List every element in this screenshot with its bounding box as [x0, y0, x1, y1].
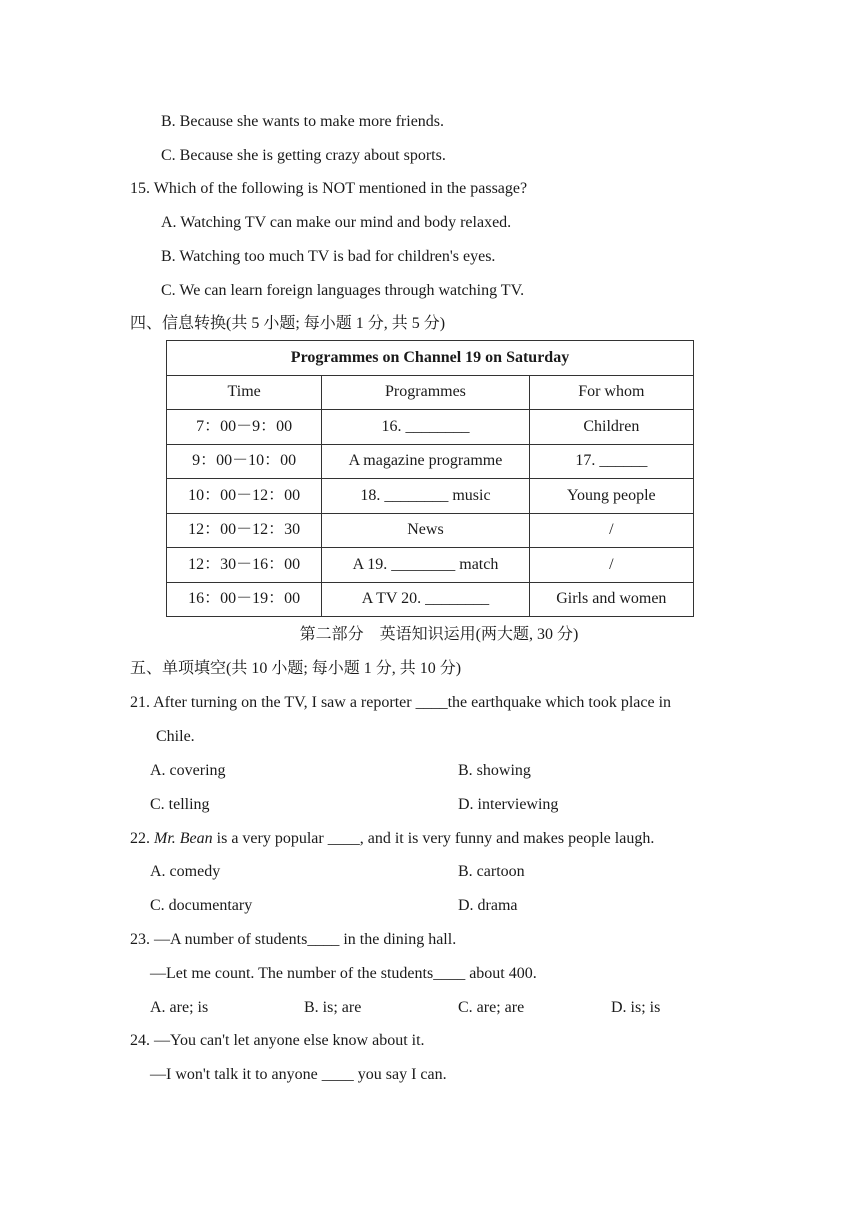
table-cell: /: [529, 548, 693, 583]
option-23b: B. is; are: [304, 999, 362, 1016]
option-21c: C. telling: [150, 796, 210, 813]
question-24-line-1: 24. —You can't let anyone else know about it.: [130, 1032, 425, 1049]
question-text: is a very popular ____, and it is very funny and makes people laugh.: [212, 830, 655, 847]
table-cell: Young people: [529, 479, 693, 514]
option-23d: D. is; is: [611, 999, 661, 1016]
table-cell: 17. ______: [529, 444, 693, 479]
table-cell: 7：00－9：00: [167, 410, 322, 445]
table-row: [167, 479, 694, 514]
option-15c: C. We can learn foreign languages through watching TV.: [161, 282, 525, 299]
table-row: [167, 513, 694, 548]
table-cell: Children: [529, 410, 693, 445]
table-cell: A TV 20. ________: [322, 582, 529, 617]
table-header-row: [167, 375, 694, 410]
table-row: [167, 444, 694, 479]
option-14b: B. Because she wants to make more friends.: [161, 113, 445, 130]
question-15: 15. Which of the following is NOT mentioned in the passage?: [130, 180, 528, 197]
table-cell: Girls and women: [529, 582, 693, 617]
question-21-line-1: 21. After turning on the TV, I saw a reporter ____the earthquake which took place in: [130, 694, 672, 711]
column-header: For whom: [529, 375, 693, 410]
table-title: Programmes on Channel 19 on Saturday: [167, 341, 694, 376]
table-row: [167, 582, 694, 617]
table-cell: 12：30－16：00: [167, 548, 322, 583]
table-cell: A magazine programme: [322, 444, 529, 479]
table-cell: News: [322, 513, 529, 548]
option-22b: B. cartoon: [458, 863, 525, 880]
column-header: Programmes: [322, 375, 529, 410]
table-row: [167, 548, 694, 583]
option-22a: A. comedy: [150, 863, 221, 880]
question-number: 22.: [130, 830, 154, 847]
table-cell: A 19. ________ match: [322, 548, 529, 583]
option-15a: A. Watching TV can make our mind and body relaxed.: [161, 214, 512, 231]
table-cell: 9：00－10：00: [167, 444, 322, 479]
show-title: Mr. Bean: [154, 830, 213, 847]
programmes-table: [166, 340, 694, 617]
column-header: Time: [167, 375, 322, 410]
question-24-line-2: —I won't talk it to anyone ____ you say I can.: [150, 1066, 447, 1083]
question-23-line-1: 23. —A number of students____ in the dining hall.: [130, 931, 457, 948]
option-23a: A. are; is: [150, 999, 209, 1016]
option-21b: B. showing: [458, 762, 531, 779]
option-21a: A. covering: [150, 762, 226, 779]
table-cell: 16. ________: [322, 410, 529, 445]
option-21d: D. interviewing: [458, 796, 559, 813]
option-23c: C. are; are: [458, 999, 525, 1016]
table-cell: /: [529, 513, 693, 548]
section-5-heading: 五、单项填空(共 10 小题; 每小题 1 分, 共 10 分): [130, 660, 462, 677]
question-22: [130, 829, 654, 849]
option-14c: C. Because she is getting crazy about sports.: [161, 147, 446, 164]
question-21-line-2: Chile.: [156, 728, 195, 745]
option-15b: B. Watching too much TV is bad for children's eyes.: [161, 248, 496, 265]
option-22c: C. documentary: [150, 897, 253, 914]
table-cell: 12：00－12：30: [167, 513, 322, 548]
table-row: [167, 410, 694, 445]
table-cell: 18. ________ music: [322, 479, 529, 514]
table-cell: 16：00－19：00: [167, 582, 322, 617]
option-22d: D. drama: [458, 897, 518, 914]
question-23-line-2: —Let me count. The number of the students____ about 400.: [150, 965, 537, 982]
table-cell: 10：00－12：00: [167, 479, 322, 514]
part-2-heading: 第二部分 英语知识运用(两大题, 30 分): [299, 626, 579, 643]
section-4-heading: 四、信息转换(共 5 小题; 每小题 1 分, 共 5 分): [130, 315, 446, 332]
